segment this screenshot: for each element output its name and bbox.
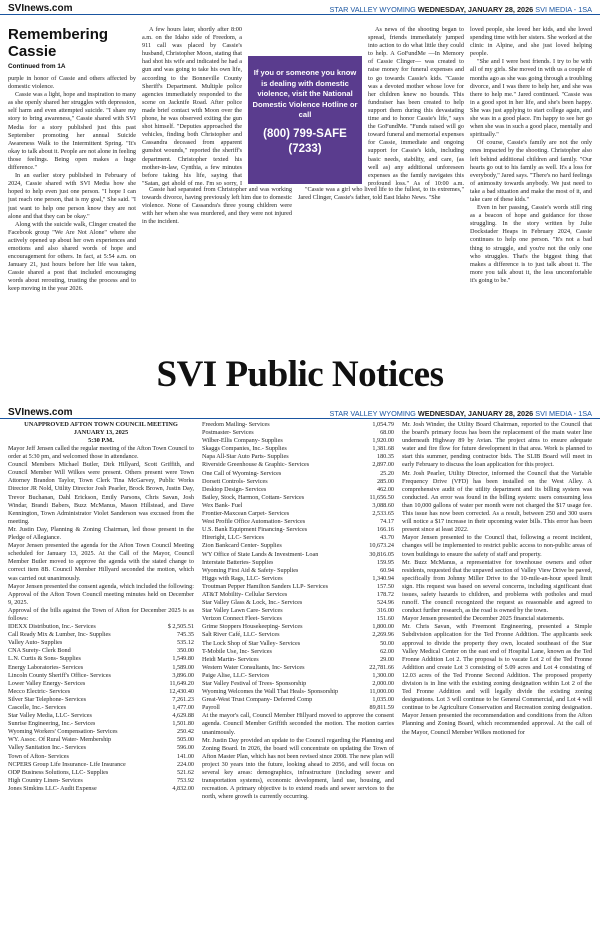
bill-row	[8, 728, 194, 736]
bill-amount: 1,800.00	[372, 623, 394, 631]
notice-paragraph: Mayor Jensen presented to the Council that, following a recent incident, changes will be implemented to restrict public access to non-public areas of town buildings to ensure the safety of staff and property.	[402, 534, 592, 558]
bill-payee: WY. Assoc. Of Rural Water- Membership	[8, 736, 112, 744]
bill-amount: 89,811.59	[369, 704, 394, 712]
bill-row	[202, 688, 394, 696]
bill-row	[8, 736, 194, 744]
bill-amount: 166.16	[376, 526, 394, 534]
bill-row	[202, 583, 394, 591]
bill-payee: Freedom Mailing- Services	[202, 421, 270, 428]
article-column-3-top	[368, 26, 464, 186]
bill-amount: 159.95	[376, 558, 394, 566]
bill-amount: 1,589.00	[172, 663, 194, 671]
bill-payee: Town of Afton- Services	[8, 752, 69, 760]
bill-amount: 141.00	[176, 752, 194, 760]
bill-payee: IDEXX Distribution, Inc.- Services	[8, 623, 96, 631]
bill-payee: Lower Valley Energy- Services	[8, 679, 86, 687]
bill-payee: Star Valley Media, LLC- Services	[8, 712, 92, 720]
bill-payee: L.N. Curtis & Sons- Supplies	[8, 655, 81, 663]
bill-row	[8, 664, 194, 672]
bill-amount: 22,781.66	[369, 663, 394, 671]
article-paragraph: As news of the shooting began to spread, friends immediately jumped into action to do what little they could to help. A GoFundMe —In Memory of Cassie Clinger— was created to raise money for funeral expenses and to go towards Cassie's kids. "Cassie was a devoted mother whose love for her children knew no bounds. This fundraiser has been created to help support them during this devastating time and to honor Cassie's life," says the GoFundMe. "Funds raised will go toward funeral and memorial expenses for Cassie, immediate and ongoing support for Cassie's kids, including basic needs, stability, and care, (as well as) any additional unforeseen expenses as the family navigates this profound loss." As of 10:00 a.m.	[368, 26, 464, 186]
bill-amount: 250.42	[176, 728, 194, 736]
bill-row	[8, 777, 194, 785]
bill-payee: Call Ready Mix & Lumber, Inc- Supplies	[8, 631, 111, 639]
notice-paragraph: Mr. Chris Savan, with Freemont Engineering, presented a Simple Subdivision application for the Ted Fronne Addition. The applicants seek approval to divide the property they own, located southeast of the Star Valley Medical Center on the east end of Hospital Lane, known as the Ted Fronne Addition Lot 2. The proposal is to vacate Lot 2 of the Ted Fronne Addition and create Lot 3 consisting of 5.09 acres and Lot 4 consisting of 12.03 acres of the Ted Fronne Second Addition. The proposed property division is in line with the existing zoning designation within Lot 2 of the Ted Fronne Addition and will legally divide the existing zoning designations. Lot 3 will continue to be General Commercial, and Lot 4 will continue to be Agriculture Conservation and Recreation zoning designation. Mayor Jensen presented the recommendation and conditions from the Afton Planning and Zoning Board, which recommended approval. At the call of the Mayor, Council Member Wilkes motioned for	[402, 623, 592, 736]
bill-row	[202, 461, 394, 469]
bill-amount: 151.60	[376, 615, 394, 623]
bill-amount: 1,501.80	[172, 720, 194, 728]
bill-row	[202, 672, 394, 680]
notice-time: 5:30 P.M.	[88, 437, 114, 444]
page-header	[0, 0, 600, 15]
bill-row	[202, 623, 394, 631]
article-column-2-top	[142, 26, 242, 186]
bill-row	[8, 639, 194, 647]
bill-amount: 10,673.24	[369, 542, 394, 550]
bill-amount: 62.00	[380, 647, 394, 655]
bill-amount: 11,656.50	[369, 493, 394, 501]
bill-amount: 7,261.23	[172, 695, 194, 703]
bills-list	[8, 623, 194, 793]
bill-payee: Zion Bankcard Center- Supplies	[202, 542, 282, 550]
bill-row	[202, 510, 394, 518]
bill-amount: 1,300.00	[372, 671, 394, 679]
bill-payee: Wex Bank- Fuel	[202, 501, 243, 509]
bill-amount: 505.00	[176, 736, 194, 744]
site-name[interactable]: SVInews.com	[8, 3, 73, 14]
article-column-2-bottom	[142, 186, 292, 343]
notice-paragraph: Mayor Jeff Jensen called the regular meeting of the Afton Town Council to order at 5:30 pm, and welcomed those in attendance.	[8, 445, 194, 461]
bill-row	[8, 672, 194, 680]
bill-row	[202, 534, 394, 542]
notices-column-3	[402, 421, 592, 923]
bill-row	[202, 551, 394, 559]
notice-paragraph: Mr. Josh Pearler, Utility Director, informed the Council that the Variable Frequency Drive (VFD) has been installed on the West Alley. A comprehensive audit of the utility department and its billing system was conducted. An error was found in the billing system: users consuming less than 10,000 gallons of water per month were not charged the $17 usage fee. This issue has now been corrected. As a result, between 250 and 300 users will notice a $17 increase in their upcoming water bills. This error has been present since at least 2022.	[402, 469, 592, 534]
hotline-phone[interactable]: (800) 799-SAFE (7233)	[263, 127, 347, 155]
bill-amount: 25.20	[380, 469, 394, 477]
bill-row	[8, 753, 194, 761]
article-paragraph: loved people, she loved her kids, and she loved spending time with her sisters. She worked at the clinic in Alpine, and she just loved helping people.	[470, 26, 592, 58]
bill-payee: Postmaster- Services	[202, 429, 254, 437]
bill-amount: 535.12	[176, 639, 194, 647]
bill-row	[8, 655, 194, 663]
bill-row	[202, 470, 394, 478]
bill-row	[202, 575, 394, 583]
bill-amount: 224.00	[176, 760, 194, 768]
bill-amount: 1,549.80	[172, 655, 194, 663]
bill-row	[8, 696, 194, 704]
bills-list	[202, 421, 394, 712]
notice-paragraph: Approval of the bills against the Town of Afton for December 2025 is as follows:	[8, 606, 194, 622]
bill-row	[202, 567, 394, 575]
bill-amount: 43.70	[380, 534, 394, 542]
bill-amount: 3,896.00	[172, 671, 194, 679]
notice-paragraph: Council Members Michael Butler, Dirk Hillyard, Scott Griffith, and Council Member Will Wilkes were present. Others present were Town Attorney Brandon Taylor, Town Clerk Tina McGarvey, Public Works Director JR Nold, Utility Director Josh Pearler, Brock Brown, Justin Day, Trevor Buchanan, Dahl Erickson, Emily Parsons, Chris Savan, Josh Windar, Brandi Babers, Buzz McManus, Mason Hillstead, and Dave Kennington, Town Administrator Violet Sanderson was excused from the meeting.	[8, 461, 194, 525]
bill-row	[202, 559, 394, 567]
bill-amount: 1,920.00	[372, 437, 394, 445]
article-column-4	[470, 26, 592, 343]
bill-row	[202, 664, 394, 672]
bill-row	[8, 623, 194, 631]
bill-payee: One Call of Wyoming- Services	[202, 469, 282, 477]
bill-payee: Cascelle, Inc.- Services	[8, 704, 67, 711]
bill-amount: 285.00	[376, 477, 394, 485]
bill-row	[8, 761, 194, 769]
bill-payee: Dorsett Controls- Services	[202, 477, 268, 485]
continued-label: Continued from 1A	[8, 63, 66, 70]
bill-payee: Valley Sanitation Inc.- Services	[8, 744, 87, 752]
bill-row	[8, 785, 194, 793]
bill-row	[202, 437, 394, 445]
bill-payee: Jones Simkins LLC- Audit Expense	[8, 784, 97, 792]
bill-row	[8, 688, 194, 696]
bill-amount: 1,381.68	[372, 445, 394, 453]
notice-paragraph: Mr. Justin Day, Planning & Zoning Chairman, led those present in the Pledge of Allegiance.	[8, 525, 194, 542]
notices-column-2	[202, 421, 394, 923]
section-label: SVI MEDIA - 1SA	[535, 409, 592, 418]
bill-payee: West Profile Office Automation- Services	[202, 518, 306, 526]
bill-amount: 1,054.79	[372, 421, 394, 428]
article-paragraph: Even in her passing, Cassie's words still ring as a beacon of hope and guidance for those struggling. In the story written by Julie Dockstader Heaps in February 2024, Cassie continues to help one person. "It's not a bad thing to struggle, and you're not the only one who struggles. That's the biggest thing that makes a difference is to just talk about it. The more you talk about it, the less uncomfortable it's going to be."	[470, 204, 592, 284]
notice-paragraph: Mayor Jensen presented the December 2025 financial statements.	[402, 615, 565, 623]
article-paragraph: Cassie was a light, hope and inspiration to many as she openly shared her struggles with depression, self harm and even attempted suicide. "I share my story to bring awareness," Cassie shared with SVI Media for a story published just this past September promoting her annual Suicide Awareness Walk to the Intermittent Spring. "It's okay to talk about it. People are not alone in feeling those feelings. Being open makes a huge difference."	[8, 91, 136, 172]
bill-payee: Salt River Café, LLC- Services	[202, 631, 280, 639]
article-paragraph: In an earlier story published in February of 2024, Cassie shared with SVI Media how she hoped to help even just one person. "I hope I can just reach one person, that is my goal," She said. "I just want to help one person know they are not alone and that they can be okay."	[8, 172, 136, 220]
bill-payee: Western Water Consultants, Inc- Services	[202, 663, 305, 671]
bill-payee: Energy Laboratories- Services	[8, 663, 84, 671]
bill-payee: Verizon Connect Fleet- Services	[202, 615, 282, 623]
header-meta	[329, 5, 600, 14]
bill-row	[202, 518, 394, 526]
bill-row	[202, 599, 394, 607]
bill-row	[8, 704, 194, 712]
bill-amount: 74.17	[380, 518, 394, 526]
public-notices-banner: SVI Public Notices	[156, 353, 444, 395]
bill-payee: CNA Surety- Clerk Bond	[8, 647, 71, 655]
bill-amount: 2,533.65	[372, 510, 394, 518]
bill-payee: The Lock Shop of Star Valley- Services	[202, 639, 301, 647]
article-paragraph: A few hours later, shortly after 8:00 a.m. on the Idaho side of Freedom, a 911 call was placed by Cassie's husband, Christopher Moon, stating that had shot his wife and indicated he had a gun and was going to take his own life, according to the Bonneville County Sheriff's Department. Multiple police agencies immediately responded to the scene on Jacknife Road. After police made brief contact with Moon over the phone, he was observed exiting the gun shot himself. "Deputies approached the vehicles, finding both Christopher and Cassandra deceased from apparent gunshot wounds," reported the sheriff's department. Christopher texted his mother-in-law, Cynthia, a few minutes before taking his life, saying that "Satan, get ahold of me. I'm so sorry, I	[142, 26, 242, 186]
bill-amount: 462.00	[376, 485, 394, 493]
notice-date: JANUARY 13, 2025	[73, 429, 129, 436]
bill-amount: $ 2,505.51	[167, 623, 194, 631]
section-label: SVI MEDIA - 1SA	[535, 5, 592, 14]
bill-payee: AT&T Mobility- Cellular Services	[202, 590, 288, 598]
bill-amount: 157.50	[376, 582, 394, 590]
issue-date: WEDNESDAY, JANUARY 28, 2026	[417, 5, 534, 14]
bill-row	[202, 453, 394, 461]
bill-row	[202, 421, 394, 429]
article-paragraph: Along with the suicide walk, Clinger created the Facebook group "We Are Not Alone" where she actively opened up about her own experiences and emotions and also shared words of hope and encouragement for others. In fact, at 5:54 a.m. on January 21, just hours before her life was taken, Cassie shared a post that included encouraging words about rerouting, trusting the process and to keep moving in the year 2026.	[8, 220, 136, 293]
bill-amount: 521.62	[176, 768, 194, 776]
bill-row	[202, 631, 394, 639]
hotline-callout	[248, 56, 362, 184]
bill-amount: 68.00	[380, 429, 394, 437]
hotline-message: If you or someone you know is dealing with domestic violence, visit the National Domestic Violence Hotline or call	[252, 68, 358, 119]
bill-row	[202, 429, 394, 437]
bill-row	[202, 704, 394, 712]
bill-amount: 12,430.40	[169, 687, 194, 695]
bill-amount: 2,000.00	[372, 680, 394, 687]
bill-payee: Paige Alise, LLC- Services	[202, 671, 270, 679]
article-column-1	[8, 75, 136, 343]
bill-row	[202, 648, 394, 656]
article-paragraph: "She and I were best friends. I try to be with all of my girls. She moved in with us a couple of months ago as she was going through a troubling divorce, and I was there to help her, and she was there to help me." Jared continued. "Cassie was in a good spot in her life, and she's been happy. She was just applying to start college again, and she was in a good place. I'm happy to see her go when she was in such a good place, mentally and spiritually."	[470, 58, 592, 139]
bill-payee: Wilber-Ellis Company- Supplies	[202, 437, 283, 445]
bill-amount: 2,269.96	[372, 631, 394, 639]
bill-row	[8, 647, 194, 655]
bill-row	[202, 607, 394, 615]
notice-paragraph: Mr. Justin Day provided an update to the Council regarding the Planning and Zoning Board. In 2026, the board will concentrate on updating the Town of Afton Master Plan, which has not been revised since 2008. The new plan will project 30 years into the future, looking ahead to 2056, and will focus on several key areas: demographics, infrastructure (including sewer and transportation systems), economic development, land use, housing, and recreation. A primary objective is to extend roads and sewer services to the north, where growth is currently occurring.	[202, 736, 394, 801]
notice-paragraph: Mr. Josh Winder, the Utility Board Chairman, reported to the Council that the board's primary focus has been the replacement of the main water line underneath Highway 89 by Avian. The project aims to ensure adequate water and fire flow for future development in that area. Work is planned to start this summer, pending contractor bids. The SLIB Board will meet in early February to discuss the loan application for this project.	[402, 421, 592, 469]
bill-payee: Grime Stoppers Housekeeping- Services	[202, 623, 303, 631]
bill-row	[202, 615, 394, 623]
notice-paragraph: At the mayor's call, Council Member Hillyard moved to approve the consent agenda. Council Member Griffith seconded the motion. The motion carries unanimously.	[202, 712, 394, 736]
notice-paragraph: Mr. Buzz McManus, a representative for townhouse owners and other residents, requested that the unpaved section of Valley View Drive be paved, specifically from Johnny Miller Drive to the 10-mile-an-hour speed limit sign. His request was based on several concerns, including significant dust issues, safety hazards to children, and problems with potholes and mud runoff. The council recognized the request as reasonable and agreed to conduct further research, as the road is owned by the town.	[402, 558, 592, 615]
bill-payee: Wyoming Welcomes the Wall That Heals- Sponsorship	[202, 688, 339, 696]
bill-amount: 30,816.05	[369, 550, 394, 558]
bill-row	[202, 656, 394, 664]
site-name[interactable]: SVInews.com	[8, 407, 73, 418]
article-paragraph: "Cassie was a girl who lived life to the fullest, to its extremes," Jared Clinger, Cassie's father, told East Idaho News. "She	[298, 186, 464, 202]
bill-row	[8, 712, 194, 720]
bill-amount: 29.00	[380, 655, 394, 663]
bill-payee: Star Valley Glass & Lock, Inc.- Services	[202, 599, 303, 607]
bill-payee: Mecco Electric- Services	[8, 687, 71, 695]
issue-date: WEDNESDAY, JANUARY 28, 2026	[417, 409, 534, 418]
bill-payee: Payroll	[202, 704, 220, 712]
bill-payee: Valley Auto- Supplies	[8, 639, 63, 647]
bill-amount: 4,629.88	[172, 712, 194, 720]
bill-payee: Skaggs Companies, Inc.- Supplies	[202, 445, 287, 453]
bill-payee: Lincoln County Sheriff's Office- Services	[8, 671, 111, 679]
bill-row	[202, 696, 394, 704]
bill-payee: WY Office of State Lands & Investment- Loan	[202, 550, 319, 558]
bill-row	[202, 680, 394, 688]
bill-row	[202, 502, 394, 510]
bill-payee: High Country Linen- Services	[8, 776, 83, 784]
bill-row	[202, 445, 394, 453]
notice-paragraph: Approval of the Afton Town Council meeting minutes held on December 9, 2025.	[8, 590, 194, 606]
bill-row	[8, 769, 194, 777]
bill-payee: Star Valley Lawn Care- Services	[202, 607, 283, 615]
bill-payee: NCPERS Group Life Insurance- Life Insurance	[8, 760, 126, 768]
bill-amount: 316.00	[376, 607, 394, 615]
article-paragraph: Of course, Cassie's family are not the only ones impacted by the shooting. Christopher also left behind additional children and family. "Our hearts go out to his family as well. It's a loss for everybody," Jared says. "There's no hard feelings of animosity towards anybody. We just need to take a bad situation and make the most of it, and take care of these kids."	[470, 139, 592, 203]
bill-amount: 596.00	[176, 744, 194, 752]
article-paragraph: Cassie had separated from Christopher and was working towards divorce, having previously left him due to domestic violence. None of Cassandra's three young children were with her when she was murdered, and they were not injured in the incident.	[142, 186, 292, 226]
bill-payee: Napa All-Star Auto Parts- Supplies	[202, 453, 289, 461]
notices-column-1	[8, 421, 194, 923]
bill-amount: 11,000.00	[369, 688, 394, 696]
bill-payee: Silver Star Telephone- Services	[8, 695, 86, 703]
bill-amount: 745.35	[176, 631, 194, 639]
bill-row	[202, 478, 394, 486]
bill-amount: 50.00	[380, 639, 394, 647]
publication-label: STAR VALLEY WYOMING	[329, 409, 416, 418]
bill-amount: 3,088.60	[372, 501, 394, 509]
article-paragraph: purple in honor of Cassie and others affected by domestic violence.	[8, 75, 136, 91]
bill-amount: 60.94	[380, 566, 394, 574]
bill-row	[8, 744, 194, 752]
notice-title: UNAPPROVED AFTON TOWN COUNCIL MEETING	[24, 421, 178, 428]
bill-payee: Sunrise Engineering, Inc.- Services	[8, 720, 96, 728]
notices-header	[0, 404, 600, 419]
bill-payee: Riverside Greenhouse & Graphic- Services	[202, 461, 310, 469]
bill-amount: 1,477.00	[172, 704, 194, 711]
bill-payee: Great-West Trust Company- Deferred Comp	[202, 696, 313, 704]
bill-payee: Heidi Martin- Services	[202, 655, 259, 663]
bill-payee: Wyoming Workers' Compensation- Services	[8, 728, 118, 736]
bill-payee: Interstate Batteries- Supplies	[202, 558, 274, 566]
bill-payee: Hireright, LLC- Services	[202, 534, 265, 542]
bill-amount: 1,340.94	[372, 574, 394, 582]
bill-row	[202, 591, 394, 599]
bill-row	[8, 720, 194, 728]
bill-payee: Frontier-Maxcean Carpet- Services	[202, 510, 290, 518]
bill-row	[202, 486, 394, 494]
article-column-3-bottom	[298, 186, 464, 343]
bill-payee: U.S. Bank Equipment Financing- Services	[202, 526, 308, 534]
bill-amount: 178.72	[376, 590, 394, 598]
bill-amount: 2,897.00	[372, 461, 394, 469]
bill-row	[202, 526, 394, 534]
bill-payee: Star Valley Festival of Trees- Sponsorship	[202, 680, 307, 687]
bill-row	[202, 640, 394, 648]
bill-amount: 11,649.20	[169, 679, 194, 687]
bill-amount: 1,035.00	[372, 696, 394, 704]
bill-payee: Troutman Pepper Hamilton Sanders LLP- Services	[202, 582, 329, 590]
bill-row	[8, 680, 194, 688]
notice-paragraph: Mayor Jensen presented the agenda for the Afton Town Council Meeting scheduled for January 13, 2025. At the Call of the Mayor, Council Member Butler moved to approve the agenda with the stated change to correct item 8B. Council Member Hillyard seconded the motion, which was carried out unanimously.	[8, 542, 194, 582]
bill-payee: ODP Business Solutions, LLC- Supplies	[8, 768, 109, 776]
bill-payee: Higgs with Rags, LLC- Services	[202, 574, 283, 582]
notice-paragraph: Mayor Jensen presented the consent agenda, which included the following:	[8, 582, 194, 590]
bill-row	[202, 542, 394, 550]
bill-payee: Desktop Design- Services	[202, 485, 267, 493]
bill-payee: Bailey, Stock, Harmon, Cottam- Services	[202, 493, 305, 501]
bill-row	[8, 631, 194, 639]
header-meta	[329, 409, 600, 418]
bill-amount: 350.00	[176, 647, 194, 655]
bill-payee: T-Mobile Use, Inc- Services	[202, 647, 272, 655]
bill-amount: 753.92	[176, 776, 194, 784]
bill-payee: Wyoming First Aid & Safety- Supplies	[202, 566, 299, 574]
bill-row	[202, 494, 394, 502]
bill-amount: 524.96	[376, 599, 394, 607]
bill-amount: 4,832.00	[172, 784, 194, 792]
publication-label: STAR VALLEY WYOMING	[329, 5, 416, 14]
bill-amount: 180.35	[376, 453, 394, 461]
article-headline: Remembering Cassie	[8, 26, 109, 60]
